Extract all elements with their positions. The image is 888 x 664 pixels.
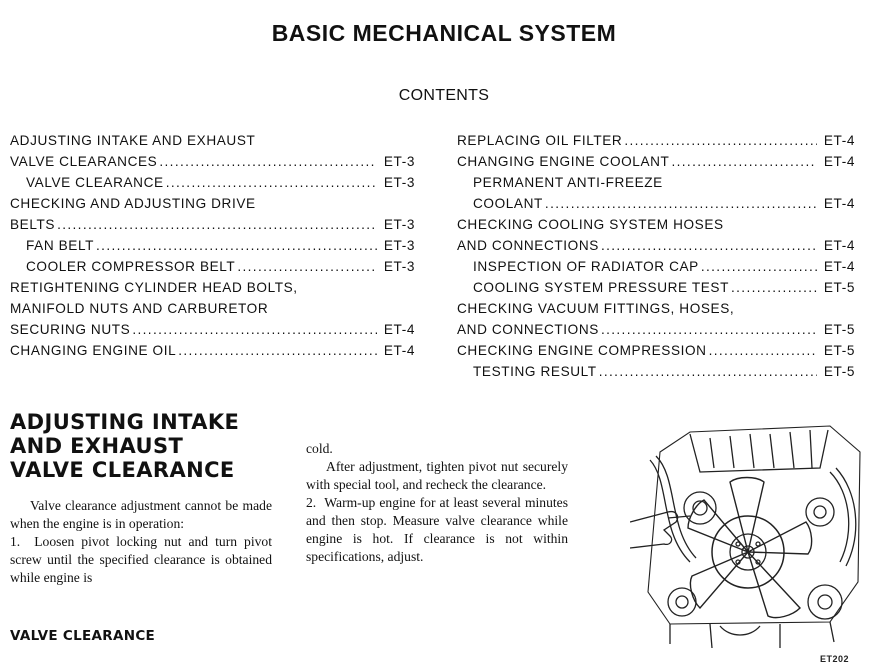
toc-leader-dots [157,151,377,172]
toc-entry-text: MANIFOLD NUTS AND CARBURETOR [10,301,269,316]
toc-entry-page: ET-5 [823,322,855,337]
toc-entry [10,193,415,214]
toc-entry [10,214,415,235]
toc-entry [457,130,855,151]
toc-entry-page: ET-4 [823,259,855,274]
toc-entry [457,277,855,298]
toc-entry [10,151,415,172]
toc-entry-text: CHECKING VACUUM FITTINGS, HOSES, [457,301,735,316]
toc-leader-dots [729,277,817,298]
toc-entry [10,172,415,193]
toc-entry [10,340,415,361]
toc-entry-text: CHANGING ENGINE OIL [10,343,177,358]
toc-entry-text: AND CONNECTIONS [457,322,599,337]
toc-entry [10,256,415,277]
toc-entry [457,172,855,193]
toc-entry-page: ET-3 [383,238,415,253]
toc-entry-text: CHANGING ENGINE COOLANT [457,154,670,169]
toc-entry-page: ET-4 [823,196,855,211]
toc-entry-page: ET-4 [823,133,855,148]
engine-illustration [630,412,866,652]
toc-entry-text: ADJUSTING INTAKE AND EXHAUST [10,133,256,148]
toc-entry-text: RETIGHTENING CYLINDER HEAD BOLTS, [10,280,298,295]
toc-entry-text: TESTING RESULT [473,364,597,379]
toc-entry [457,340,855,361]
toc-entry [457,298,855,319]
paragraph: 1. Loosen pivot locking nut and turn pivot screw until the specified clearance is obtained while engine is [10,534,272,585]
toc-entry-page: ET-4 [823,238,855,253]
paragraph: After adjustment, tighten pivot nut securely with special tool, and recheck the clearance. [306,459,568,492]
toc-entry [457,235,855,256]
paragraph: cold. [306,441,333,456]
toc-entry-page: ET-4 [823,154,855,169]
paragraph: 2. Warm-up engine for at least several minutes and then stop. Measure valve clearance while engine is hot. If clearance is not within specifications, adjust. [306,495,568,564]
toc-entry [457,319,855,340]
toc-leader-dots [597,361,817,382]
toc-entry-text: COOLANT [473,196,543,211]
toc-entry [10,298,415,319]
toc-leader-dots [130,319,377,340]
section-title-line: AND EXHAUST [10,434,184,458]
toc-entry-text: FAN BELT [26,238,95,253]
toc-leader-dots [55,214,377,235]
toc-entry-page: ET-5 [823,364,855,379]
body-column-2 [306,440,568,566]
toc-leader-dots [164,172,377,193]
toc-leader-dots [176,340,377,361]
toc-entry-page: ET-3 [383,259,415,274]
toc-left-column [10,130,415,361]
toc-leader-dots [707,340,817,361]
toc-leader-dots [235,256,377,277]
toc-entry-page: ET-5 [823,280,855,295]
toc-leader-dots [699,256,817,277]
paragraph: Valve clearance adjustment cannot be made when the engine is in operation: [10,498,272,531]
body-column-1 [10,497,272,587]
toc-entry-page: ET-5 [823,343,855,358]
toc-entry-text: SECURING NUTS [10,322,131,337]
toc-leader-dots [599,319,817,340]
toc-entry-page: ET-3 [383,175,415,190]
section-title-line: VALVE CLEARANCE [10,458,235,482]
toc-entry-text: CHECKING ENGINE COMPRESSION [457,343,707,358]
toc-entry [10,130,415,151]
contents-heading: CONTENTS [398,87,490,104]
toc-entry [457,193,855,214]
toc-entry [457,361,855,382]
toc-entry-text: REPLACING OIL FILTER [457,133,623,148]
toc-entry-text: CHECKING COOLING SYSTEM HOSES [457,217,724,232]
toc-entry-text: VALVE CLEARANCES [10,154,158,169]
toc-leader-dots [543,193,817,214]
toc-entry-page: ET-3 [383,154,415,169]
figure-code: ET202 [820,654,850,664]
toc-entry-text: COOLING SYSTEM PRESSURE TEST [473,280,729,295]
toc-entry-text: PERMANENT ANTI-FREEZE [473,175,663,190]
toc-leader-dots [94,235,377,256]
toc-entry [10,319,415,340]
toc-leader-dots [622,130,817,151]
page-title: BASIC MECHANICAL SYSTEM [271,20,617,46]
section-title-line: ADJUSTING INTAKE [10,410,240,434]
toc-leader-dots [599,235,817,256]
toc-entry [457,214,855,235]
valve-clearance-subheading: VALVE CLEARANCE [10,628,156,644]
toc-right-column [457,130,855,382]
toc-entry-text: CHECKING AND ADJUSTING DRIVE [10,196,256,211]
toc-entry-page: ET-4 [383,322,415,337]
section-title [10,410,300,482]
toc-entry-text: BELTS [10,217,56,232]
toc-entry [457,256,855,277]
toc-entry [10,277,415,298]
toc-entry-page: ET-4 [383,343,415,358]
toc-leader-dots [669,151,817,172]
toc-entry-page: ET-3 [383,217,415,232]
toc-entry-text: VALVE CLEARANCE [26,175,164,190]
toc-entry [10,235,415,256]
toc-entry-text: AND CONNECTIONS [457,238,599,253]
toc-entry-text: INSPECTION OF RADIATOR CAP [473,259,699,274]
toc-entry-text: COOLER COMPRESSOR BELT [26,259,236,274]
toc-entry [457,151,855,172]
